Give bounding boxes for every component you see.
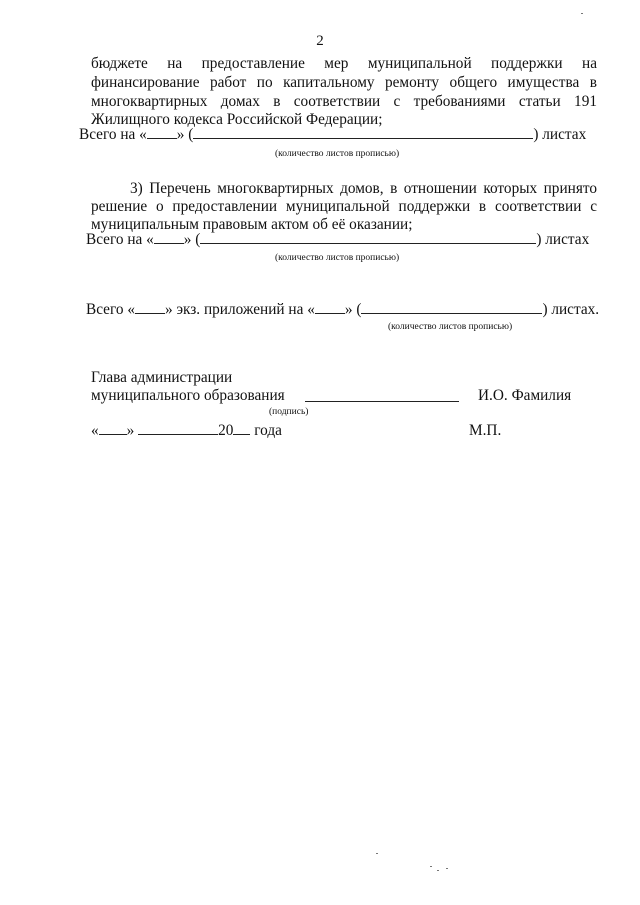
sheet-count-blank[interactable] [315, 301, 345, 314]
sheet-count-words-blank[interactable] [200, 231, 536, 244]
sheet-count-words-blank[interactable] [193, 126, 533, 139]
item-3-line: 3) Перечень многоквартирных домов, в отношении которых принято [130, 180, 597, 197]
field-caption: (количество листов прописью) [275, 253, 400, 263]
signatory-title-line-1: Глава администрации [91, 369, 233, 386]
paragraph-line: многоквартирных домах в соответствии с требованиями статьи 191 [91, 93, 597, 110]
total-sheets-line-1 [79, 126, 586, 144]
total-prefix: Всего на « [79, 126, 147, 143]
year-blank[interactable] [233, 422, 250, 435]
signatory-name: И.О. Фамилия [478, 387, 572, 404]
sheet-count-blank[interactable] [147, 126, 177, 139]
field-caption: (количество листов прописью) [275, 149, 400, 159]
year-prefix: 20 [218, 422, 234, 439]
close-quote: » [183, 231, 192, 248]
total-prefix: Всего « [86, 301, 135, 318]
date-close-quote: » [126, 422, 135, 439]
total-appendices-line [86, 301, 599, 319]
date-open-quote: « [91, 422, 99, 439]
sheet-count-words-blank[interactable] [361, 301, 542, 314]
total-suffix: ) листах [536, 231, 590, 248]
copies-count-blank[interactable] [135, 301, 165, 314]
paragraph-line: Жилищного кодекса Российской Федерации; [91, 111, 383, 128]
page-number: 2 [316, 33, 324, 49]
item-3-line: решение о предоставлении муниципальной поддержки в соответствии с [91, 198, 597, 215]
scan-speck [581, 13, 583, 14]
total-suffix: ) листах. [542, 301, 600, 318]
close-quote: » [176, 126, 185, 143]
item-3-line: муниципальным правовым актом об её оказании; [91, 216, 413, 233]
field-caption: (количество листов прописью) [388, 322, 513, 332]
signatory-title-line-2: муниципального образования [91, 387, 285, 404]
scan-speck [430, 866, 432, 867]
close-quote: » [344, 301, 353, 318]
open-paren: ( [352, 301, 362, 318]
scan-speck [446, 868, 448, 869]
paragraph-line: финансирование работ по капитальному ремонту общего имущества в [91, 74, 597, 91]
scan-speck [437, 870, 439, 871]
signature-line[interactable] [305, 401, 459, 402]
signature-caption: (подпись) [269, 407, 309, 417]
seal-mark: М.П. [469, 422, 502, 439]
sheet-count-blank[interactable] [154, 231, 184, 244]
paragraph-line: бюджете на предоставление мер муниципальной поддержки на [91, 55, 597, 72]
total-sheets-line-2 [86, 231, 589, 249]
total-prefix: Всего на « [86, 231, 154, 248]
year-suffix: года [250, 422, 282, 439]
total-suffix: ) листах [533, 126, 587, 143]
day-blank[interactable] [99, 422, 127, 435]
appendices-middle: » экз. приложений на « [164, 301, 315, 318]
month-blank[interactable] [138, 422, 218, 435]
date-line [91, 422, 282, 440]
scan-speck [376, 853, 378, 854]
open-paren: ( [191, 231, 201, 248]
open-paren: ( [184, 126, 194, 143]
